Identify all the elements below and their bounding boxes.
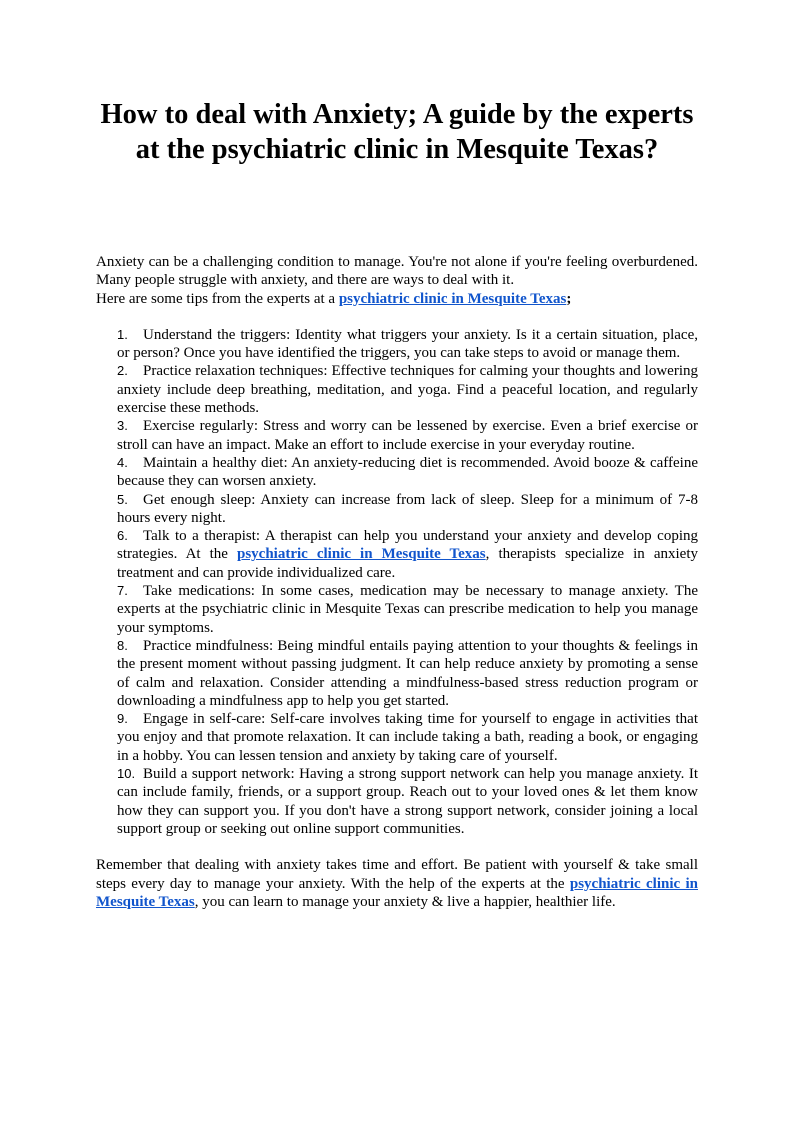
- intro-clinic-link[interactable]: psychiatric clinic in Mesquite Texas: [338, 290, 567, 307]
- article-body: [96, 253, 698, 911]
- intro-line-2-text: Here are some tips from the experts at a: [96, 290, 339, 307]
- list-item-text: Talk to a therapist: A therapist can help you understand your anxiety and develop coping strategies. At the: [117, 528, 698, 563]
- list-item: [117, 417, 698, 454]
- list-item-number: 7.: [117, 583, 128, 599]
- list-item-number: 10.: [117, 766, 136, 782]
- page-title: How to deal with Anxiety; A guide by the experts at the psychiatric clinic in Mesquite Texas?: [100, 99, 694, 165]
- list-item: [117, 326, 698, 363]
- list-item-text: Get enough sleep: Anxiety can increase from lack of sleep. Sleep for a minimum of 7-8 hours every night.: [117, 491, 698, 526]
- list-item-text: Exercise regularly: Stress and worry can be lessened by exercise. Even a brief exercise or stroll can have an impact. Make an effort to include exercise in your everyday routine.: [117, 418, 698, 453]
- list-item-number: 1.: [117, 326, 128, 342]
- list-item: [117, 527, 698, 582]
- list-item: [117, 637, 698, 710]
- spacer: [96, 838, 698, 856]
- list-item: [117, 582, 698, 637]
- list-item: [117, 454, 698, 491]
- list-item-number: 2.: [117, 363, 128, 379]
- list-item-text: Practice relaxation techniques: Effective techniques for calming your thoughts and lowering anxiety include deep breathing, meditation, and yoga. Find a peaceful location, and regularly exercise these methods.: [117, 363, 698, 417]
- spacer: [96, 308, 698, 326]
- intro-line-2-end: ;: [566, 290, 572, 307]
- closing-paragraph: [96, 856, 698, 911]
- list-item-text: Take medications: In some cases, medication may be necessary to manage anxiety. The experts at the psychiatric clinic in Mesquite Texas can prescribe medication to help you manage your symptoms.: [117, 583, 698, 636]
- list-item: [117, 765, 698, 838]
- list-item-number: 5.: [117, 491, 128, 507]
- closing-text-end: , you can learn to manage your anxiety & live a happier, healthier life.: [194, 893, 616, 910]
- tip-clinic-link[interactable]: psychiatric clinic in Mesquite Texas: [237, 546, 486, 563]
- list-item: [117, 710, 698, 765]
- list-item-number: 6.: [117, 528, 128, 544]
- list-item-number: 3.: [117, 418, 128, 434]
- list-item-text: Understand the triggers: Identity what triggers your anxiety. Is it a certain situation, place, or person? Once you have identified the triggers, you can take steps to avoid or manage them.: [117, 326, 698, 362]
- list-item-text: Maintain a healthy diet: An anxiety-reducing diet is recommended. Avoid booze & caffeine because they can worsen anxiety.: [117, 454, 698, 490]
- intro-line-1: Anxiety can be a challenging condition to manage. You're not alone if you're feeling overburdened. Many people struggle with anxiety, and there are ways to deal with it.: [96, 254, 698, 289]
- list-item: [117, 491, 698, 528]
- list-item-text-end: , therapists specialize in anxiety treatment and can provide individualized care.: [117, 546, 698, 581]
- list-item-text: Engage in self-care: Self-care involves taking time for yourself to engage in activities that you enjoy and that promote relaxation. It can include taking a bath, reading a book, or engaging in a hobby. You can lessen tension and anxiety by taking care of yourself.: [117, 711, 698, 764]
- closing-clinic-link[interactable]: psychiatric clinic in Mesquite Texas: [96, 875, 698, 910]
- intro-paragraph: [96, 253, 698, 308]
- list-item: [117, 362, 698, 417]
- list-item-number: 9.: [117, 711, 128, 727]
- list-item-number: 4.: [117, 454, 128, 470]
- list-item-text: Practice mindfulness: Being mindful entails paying attention to your thoughts & feelings in the present moment without passing judgment. It can help reduce anxiety by promoting a sense of calm and relaxation. Consider attending a mindfulness-based stress reduction program or downloading a mindfulness app to help you get started.: [117, 637, 698, 709]
- list-item-number: 8.: [117, 637, 128, 653]
- list-item-text: Build a support network: Having a strong support network can help you manage anxiety. It can include family, friends, or a support group. Reach out to your loved ones & let them know how they can support you. If you don't have a strong support network, consider joining a local support group or seeking out online support communities.: [117, 766, 698, 837]
- closing-text: Remember that dealing with anxiety takes time and effort. Be patient with yourself & take small steps every day to manage your anxiety. With the help of the experts at the: [96, 857, 698, 892]
- tips-list: [96, 326, 698, 838]
